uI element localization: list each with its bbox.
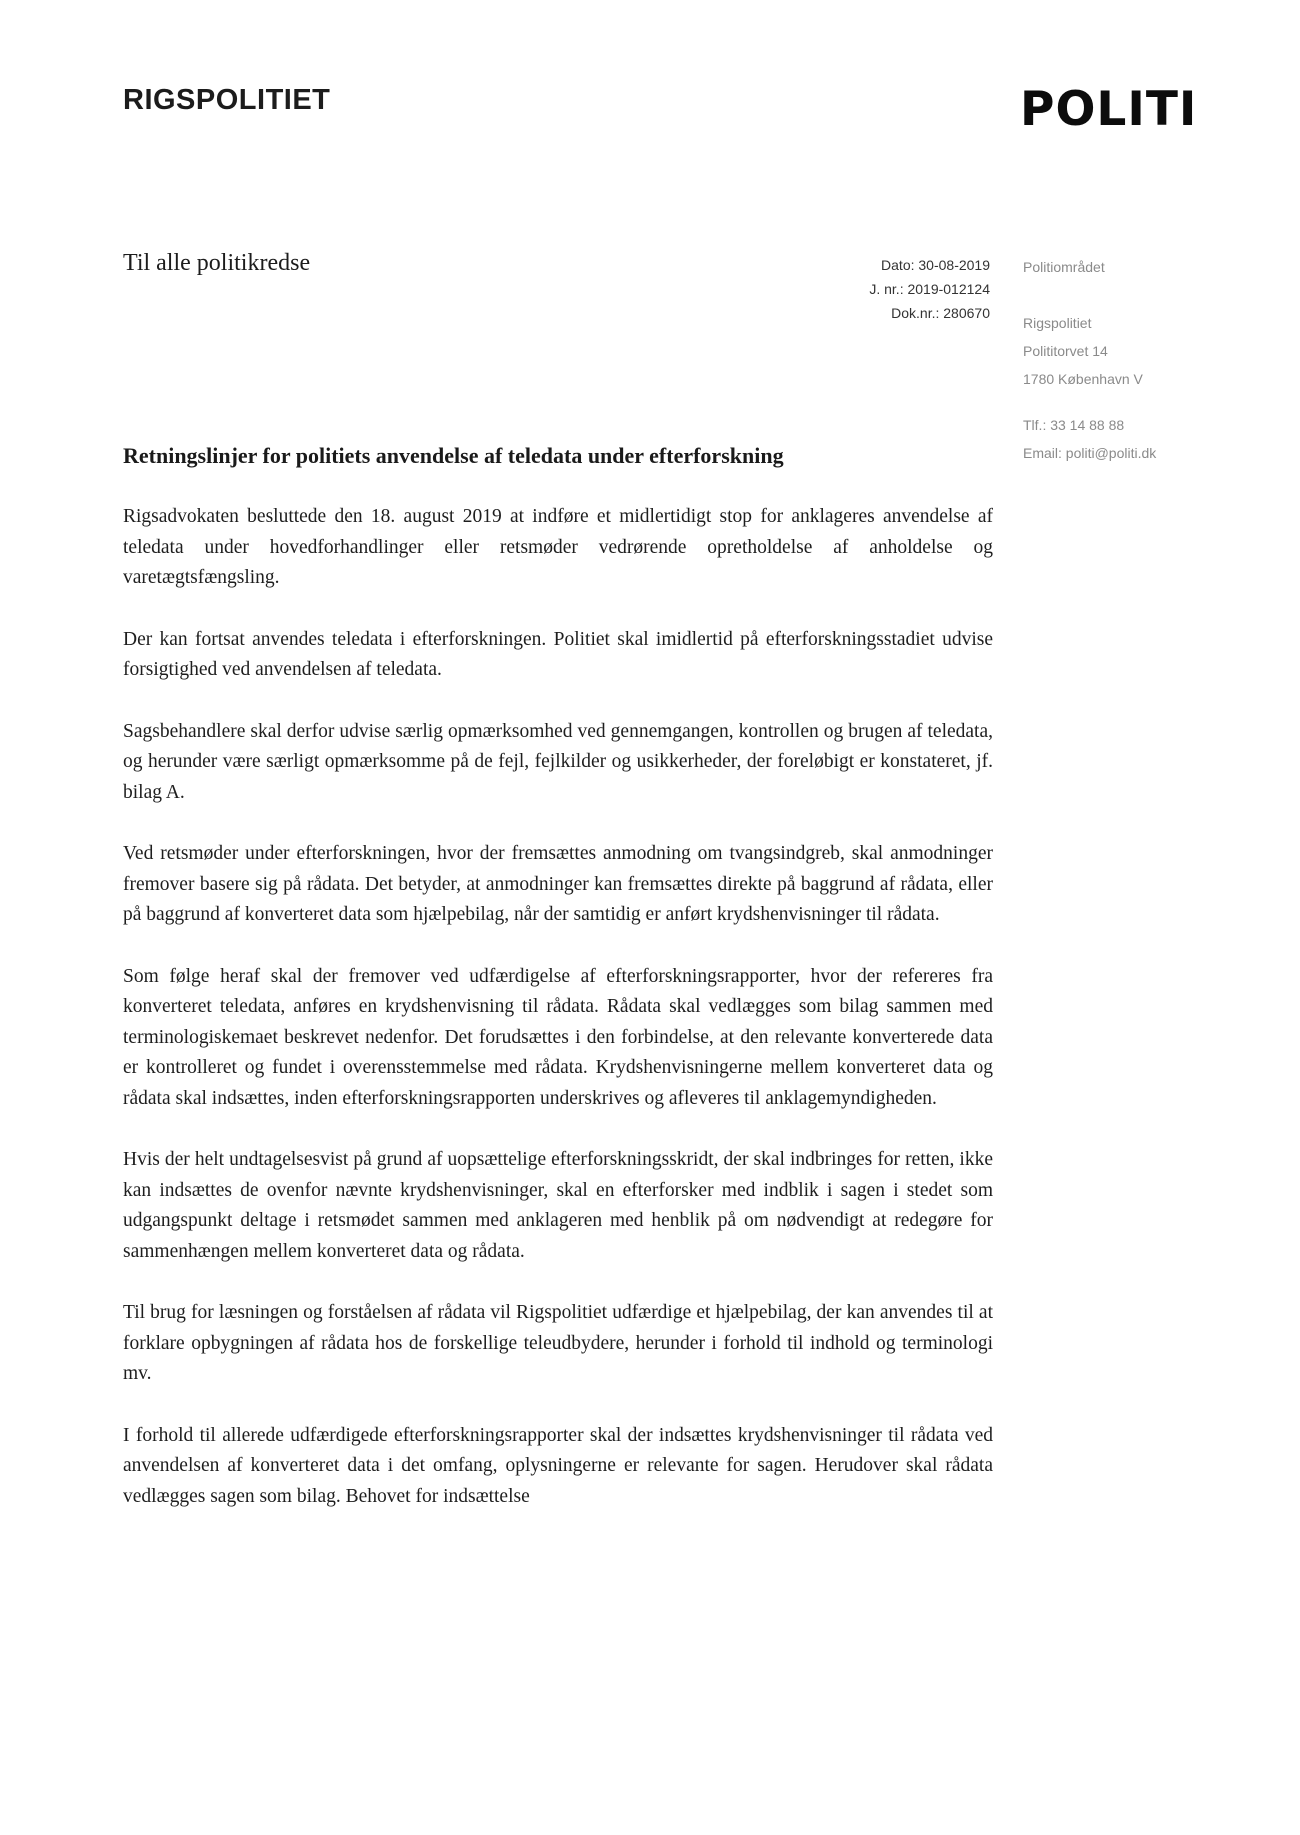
org-name: RIGSPOLITIET bbox=[123, 84, 331, 116]
body-paragraph: Der kan fortsat anvendes teledata i efterforskningen. Politiet skal imidlertid på efterforskningsstadiet udvise forsigtighed ved anvendelsen af teledata. bbox=[123, 628, 993, 680]
sidebar-department: Politiområdet bbox=[1023, 259, 1105, 275]
letter-body bbox=[123, 502, 993, 1543]
document-title: Retningslinjer for politiets anvendelse af teledata under efterforskning bbox=[123, 443, 784, 468]
recipient: Til alle politikredse bbox=[123, 250, 311, 276]
sender-sidebar bbox=[1023, 253, 1156, 467]
body-paragraph: Til brug for læsningen og forståelsen af rådata vil Rigspolitiet udfærdige et hjælpebilag, der kan anvendes til at forklare opbygningen af rådata hos de forskellige teleudbydere, herunder i forhold til indhold og terminologi mv. bbox=[123, 1302, 993, 1384]
body-paragraph: Ved retsmøder under efterforskningen, hvor der fremsættes anmodning om tvangsindgreb, skal anmodninger fremover basere sig på rådata. Det betyder, at anmodninger kan fremsættes direkte på baggrund af rådata, eller på baggrund af konverteret data som hjælpebilag, når der samtidig er anført krydshenvisninger til rådata. bbox=[123, 843, 993, 925]
document-meta bbox=[869, 253, 990, 325]
sidebar-phone: Tlf.: 33 14 88 88 bbox=[1023, 417, 1125, 433]
body-paragraph: Sagsbehandlere skal derfor udvise særlig opmærksomhed ved gennemgangen, kontrollen og brugen af teledata, og herunder være særligt opmærksomme på de fejl, fejlkilder og usikkerheder, der foreløbigt er konstateret, jf. bilag A. bbox=[123, 720, 993, 803]
sidebar-address-city: 1780 København V bbox=[1023, 371, 1143, 387]
body-paragraph: Som følge heraf skal der fremover ved udfærdigelse af efterforskningsrapporter, hvor der refereres fra konverteret teledata, anføres en krydshenvisning til rådata. Rådata skal vedlægges som bilag sammen med terminologiskemaet beskrevet nedenfor. Det forudsættes i den forbindelse, at den relevante konverterede data er kontrolleret og fundet i overensstemmelse med rådata. Krydshenvisningerne mellem konverteret data og rådata skal indsættes, inden efterforskningsrapporten underskrives og afleveres til anklagemyndigheden. bbox=[123, 965, 993, 1109]
meta-date: Dato: 30-08-2019 bbox=[881, 257, 990, 273]
sidebar-address-name: Rigspolitiet bbox=[1023, 315, 1092, 331]
body-paragraph: Hvis der helt undtagelsesvist på grund af uopsættelige efterforskningsskridt, der skal indbringes for retten, ikke kan indsættes de ovenfor nævnte krydshenvisninger, skal en efterforsker med indblik i sagen i stedet som udgangspunkt deltage i retsmødet sammen med anklageren med henblik på om nødvendigt at redegøre for sammenhængen mellem konverteret data og rådata. bbox=[123, 1149, 993, 1262]
politi-logo: POLITI bbox=[1020, 82, 1198, 137]
sidebar-email: Email: politi@politi.dk bbox=[1023, 445, 1157, 461]
meta-document-number: Dok.nr.: 280670 bbox=[891, 305, 990, 321]
meta-journal-number: J. nr.: 2019-012124 bbox=[869, 281, 990, 297]
body-paragraph: I forhold til allerede udfærdigede efterforskningsrapporter skal der indsættes krydshenvisninger til rådata ved anvendelsen af konverteret data i det omfang, oplysningerne er relevante for sagen. Herudover skal rådata vedlægges sagen som bilag. Behovet for indsættelse bbox=[123, 1424, 993, 1507]
body-paragraph: Rigsadvokaten besluttede den 18. august 2019 at indføre et midlertidigt stop for anklageres anvendelse af teledata under hovedforhandlinger eller retsmøder vedrørende opretholdelse af anholdelse og varetægtsfængsling. bbox=[123, 506, 993, 588]
sidebar-address-street: Polititorvet 14 bbox=[1023, 343, 1108, 359]
